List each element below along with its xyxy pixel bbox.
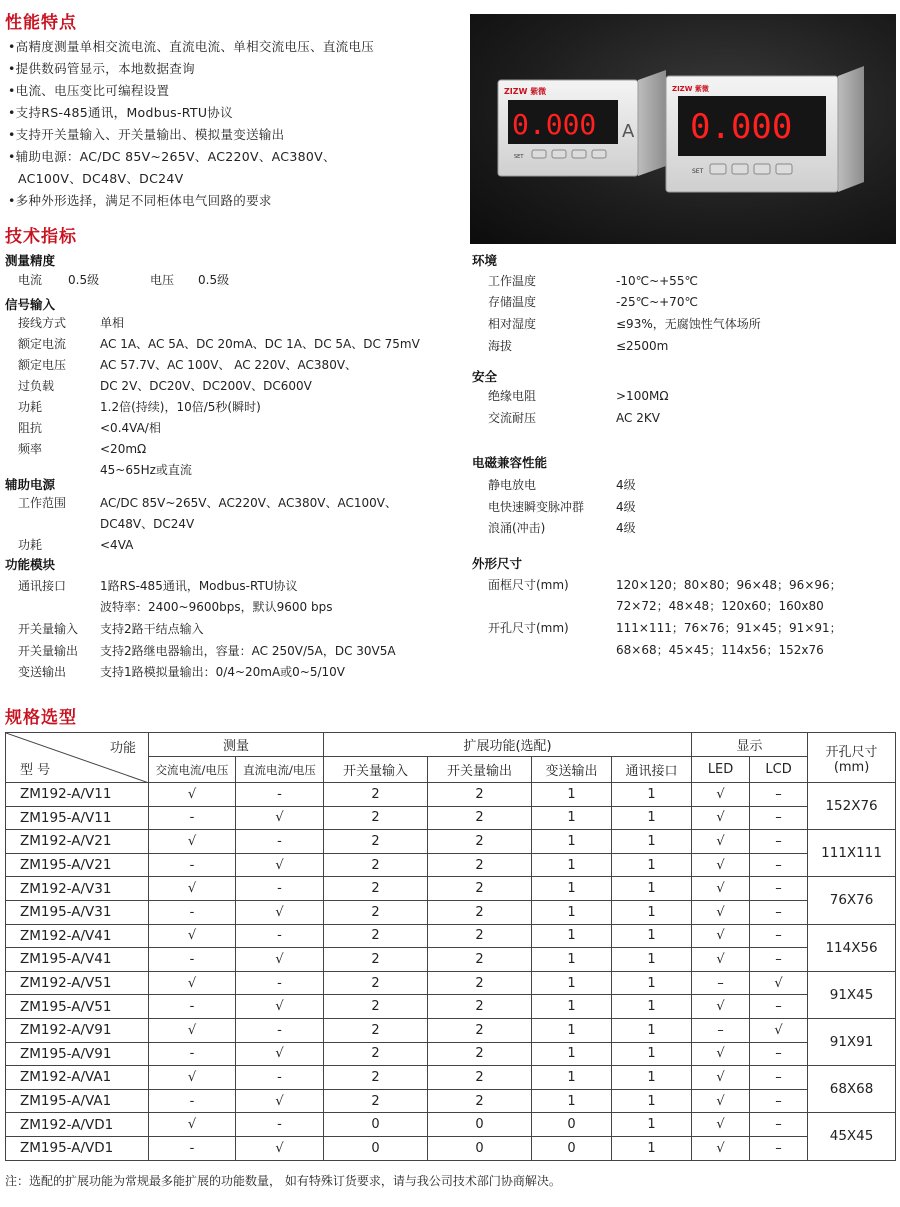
- di-cell: 2: [324, 830, 428, 854]
- table-row: [6, 830, 896, 854]
- ao-cell: 1: [532, 900, 612, 924]
- ac-cell: √: [149, 877, 236, 901]
- feature-item: AC100V、DC48V、DC24V: [18, 171, 184, 186]
- spec-value: 45~65Hz或直流: [100, 463, 192, 477]
- spec-key: 过负载: [18, 379, 55, 393]
- led-cell: –: [692, 1018, 750, 1042]
- comm-cell: 1: [612, 995, 692, 1019]
- display-digits-left: 0.000: [512, 108, 597, 141]
- dc-cell: √: [236, 1136, 324, 1160]
- spec-key: 绝缘电阻: [488, 389, 537, 403]
- spec-value: AC 57.7V、AC 100V、 AC 220V、AC380V、: [100, 358, 358, 372]
- di-cell: 2: [324, 1042, 428, 1066]
- ac-cell: -: [149, 995, 236, 1019]
- selection-table-body: [6, 783, 896, 1161]
- cutout-cell: 76X76: [808, 877, 896, 924]
- spec-key: 浪涌(冲击): [488, 521, 546, 535]
- section-aux-power: 辅助电源: [5, 477, 56, 492]
- ac-cell: √: [149, 783, 236, 807]
- spec-key: 频率: [18, 442, 43, 456]
- model-cell: ZM195-A/V41: [6, 948, 149, 972]
- dc-cell: -: [236, 1018, 324, 1042]
- led-cell: –: [692, 971, 750, 995]
- spec-value: 4级: [616, 500, 636, 514]
- model-cell: ZM192-A/VD1: [6, 1113, 149, 1137]
- table-row: [6, 924, 896, 948]
- spec-key: 通讯接口: [18, 579, 67, 593]
- lcd-cell: –: [750, 806, 808, 830]
- model-cell: ZM192-A/V31: [6, 877, 149, 901]
- spec-value: 4级: [616, 478, 636, 492]
- cutout-cell: 111X111: [808, 830, 896, 877]
- comm-cell: 1: [612, 1136, 692, 1160]
- spec-key: 相对湿度: [488, 317, 537, 331]
- comm-cell: 1: [612, 900, 692, 924]
- dc-cell: √: [236, 995, 324, 1019]
- do-cell: 2: [428, 1042, 532, 1066]
- lcd-cell: √: [750, 971, 808, 995]
- led-cell: √: [692, 995, 750, 1019]
- header-display: 显示: [692, 733, 808, 757]
- table-row: [6, 1066, 896, 1090]
- model-cell: ZM195-A/V31: [6, 900, 149, 924]
- model-cell: ZM195-A/V51: [6, 995, 149, 1019]
- led-cell: √: [692, 877, 750, 901]
- spec-value: 4级: [616, 521, 636, 535]
- ac-cell: √: [149, 1113, 236, 1137]
- spec-key: 面框尺寸(mm): [488, 578, 569, 592]
- dc-cell: -: [236, 1066, 324, 1090]
- ao-cell: 1: [532, 877, 612, 901]
- spec-value: ≤2500m: [616, 339, 669, 353]
- features-title: 性能特点: [5, 13, 77, 33]
- model-cell: ZM192-A/V11: [6, 783, 149, 807]
- dc-cell: √: [236, 948, 324, 972]
- do-cell: 2: [428, 830, 532, 854]
- spec-value: 1.2倍(持续)，10倍/5秒(瞬时): [100, 400, 261, 414]
- ao-cell: 1: [532, 924, 612, 948]
- ao-cell: 1: [532, 830, 612, 854]
- comm-cell: 1: [612, 971, 692, 995]
- section-environment: 环境: [472, 253, 498, 268]
- di-cell: 0: [324, 1113, 428, 1137]
- led-cell: √: [692, 806, 750, 830]
- di-cell: 2: [324, 877, 428, 901]
- di-cell: 0: [324, 1136, 428, 1160]
- accuracy-voltage-value: 0.5级: [198, 273, 230, 287]
- led-cell: √: [692, 900, 750, 924]
- spec-key: 额定电流: [18, 337, 67, 351]
- lcd-cell: –: [750, 900, 808, 924]
- lcd-cell: –: [750, 948, 808, 972]
- spec-value: 72×72；48×48；120x60；160x80: [616, 599, 824, 613]
- header-function: 功能: [109, 741, 136, 756]
- subheader-lcd: LCD: [750, 757, 808, 783]
- spec-value: DC48V、DC24V: [100, 517, 195, 531]
- dc-cell: √: [236, 1089, 324, 1113]
- feature-item: •支持开关量输入、开关量输出、模拟量变送输出: [8, 127, 285, 142]
- ao-cell: 1: [532, 806, 612, 830]
- section-function: 功能模块: [5, 557, 56, 572]
- spec-key: 功耗: [18, 400, 43, 414]
- cutout-cell: 68X68: [808, 1066, 896, 1113]
- spec-value: 波特率：2400~9600bps，默认9600 bps: [100, 600, 333, 614]
- spec-value: 单相: [100, 316, 125, 330]
- subheader-di: 开关量输入: [324, 757, 428, 783]
- led-cell: √: [692, 1042, 750, 1066]
- accuracy-current-value: 0.5级: [68, 273, 100, 287]
- spec-value: >100MΩ: [616, 389, 669, 403]
- table-row: [6, 1136, 896, 1160]
- model-cell: ZM192-A/VA1: [6, 1066, 149, 1090]
- dc-cell: -: [236, 877, 324, 901]
- set-key-label: SET: [692, 168, 704, 175]
- feature-list: [8, 36, 468, 212]
- dc-cell: √: [236, 900, 324, 924]
- set-key-label: SET: [514, 154, 524, 160]
- do-cell: 2: [428, 783, 532, 807]
- di-cell: 2: [324, 948, 428, 972]
- section-accuracy: 测量精度: [5, 253, 56, 268]
- spec-key: 开关量输入: [18, 622, 79, 636]
- model-cell: ZM195-A/V91: [6, 1042, 149, 1066]
- led-cell: √: [692, 783, 750, 807]
- feature-item: •高精度测量单相交流电流、直流电流、单相交流电压、直流电压: [8, 39, 375, 54]
- feature-item: •辅助电源：AC/DC 85V~265V、AC220V、AC380V、: [8, 149, 336, 164]
- feature-item: •电流、电压变比可编程设置: [8, 83, 170, 98]
- ao-cell: 1: [532, 948, 612, 972]
- do-cell: 2: [428, 995, 532, 1019]
- spec-key: 静电放电: [488, 478, 537, 492]
- section-input: 信号输入: [5, 297, 56, 312]
- lcd-cell: –: [750, 783, 808, 807]
- subheader-ac: 交流电流/电压: [149, 757, 236, 783]
- header-cutout-label: 开孔尺寸: [825, 744, 878, 760]
- ac-cell: -: [149, 1089, 236, 1113]
- model-cell: ZM192-A/V21: [6, 830, 149, 854]
- meter-illustration: [470, 14, 896, 244]
- dc-cell: √: [236, 806, 324, 830]
- lcd-cell: –: [750, 877, 808, 901]
- subheader-comm: 通讯接口: [612, 757, 692, 783]
- di-cell: 2: [324, 783, 428, 807]
- led-cell: √: [692, 948, 750, 972]
- spec-key: 接线方式: [18, 316, 67, 330]
- led-cell: √: [692, 830, 750, 854]
- lcd-cell: –: [750, 1089, 808, 1113]
- ac-cell: √: [149, 830, 236, 854]
- subheader-led: LED: [692, 757, 750, 783]
- ac-cell: -: [149, 806, 236, 830]
- ao-cell: 0: [532, 1136, 612, 1160]
- spec-key: 阻抗: [18, 421, 43, 435]
- spec-key: 变送输出: [18, 665, 67, 679]
- do-cell: 2: [428, 806, 532, 830]
- section-emc: 电磁兼容性能: [472, 455, 548, 470]
- header-cutout-unit: (mm): [833, 759, 870, 775]
- table-row: [6, 1042, 896, 1066]
- cutout-cell: 152X76: [808, 783, 896, 830]
- header-extension: 扩展功能(选配): [324, 733, 692, 757]
- table-row: [6, 853, 896, 877]
- comm-cell: 1: [612, 830, 692, 854]
- header-corner: [6, 733, 149, 783]
- cutout-cell: 91X91: [808, 1018, 896, 1065]
- spec-value: 支持2路干结点输入: [100, 622, 204, 636]
- brand-logo-right: ZIZW 紫微: [672, 85, 709, 93]
- header-model: 型 号: [20, 763, 51, 778]
- dc-cell: -: [236, 1113, 324, 1137]
- spec-key: 工作温度: [488, 274, 537, 288]
- ac-cell: √: [149, 924, 236, 948]
- di-cell: 2: [324, 853, 428, 877]
- lcd-cell: –: [750, 1113, 808, 1137]
- specs-title: 技术指标: [5, 227, 77, 247]
- spec-value: DC 2V、DC20V、DC200V、DC600V: [100, 379, 312, 393]
- led-cell: √: [692, 924, 750, 948]
- lcd-cell: –: [750, 1042, 808, 1066]
- spec-value: <4VA: [100, 538, 134, 552]
- ac-cell: √: [149, 971, 236, 995]
- led-cell: √: [692, 1113, 750, 1137]
- accuracy-voltage-label: 电压: [150, 273, 175, 287]
- lcd-cell: –: [750, 830, 808, 854]
- spec-value: 120×120；80×80；96×48；96×96；: [616, 578, 842, 592]
- model-cell: ZM195-A/V11: [6, 806, 149, 830]
- lcd-cell: –: [750, 1066, 808, 1090]
- spec-value: AC/DC 85V~265V、AC220V、AC380V、AC100V、: [100, 496, 397, 510]
- di-cell: 2: [324, 900, 428, 924]
- lcd-cell: √: [750, 1018, 808, 1042]
- table-row: [6, 1018, 896, 1042]
- comm-cell: 1: [612, 1113, 692, 1137]
- model-cell: ZM195-A/VA1: [6, 1089, 149, 1113]
- led-cell: √: [692, 853, 750, 877]
- feature-item: •提供数码管显示，本地数据查询: [8, 61, 195, 76]
- do-cell: 0: [428, 1136, 532, 1160]
- cutout-cell: 91X45: [808, 971, 896, 1018]
- ao-cell: 1: [532, 1066, 612, 1090]
- dc-cell: -: [236, 971, 324, 995]
- ac-cell: -: [149, 1042, 236, 1066]
- ao-cell: 0: [532, 1113, 612, 1137]
- do-cell: 0: [428, 1113, 532, 1137]
- spec-key: 存储温度: [488, 295, 537, 309]
- spec-value: 1路RS-485通讯，Modbus-RTU协议: [100, 579, 298, 593]
- comm-cell: 1: [612, 853, 692, 877]
- ao-cell: 1: [532, 1042, 612, 1066]
- header-measure: 测量: [149, 733, 324, 757]
- spec-value: -10℃~+55℃: [616, 274, 698, 288]
- table-row: [6, 971, 896, 995]
- spec-value: <20mΩ: [100, 442, 147, 456]
- comm-cell: 1: [612, 948, 692, 972]
- comm-cell: 1: [612, 1066, 692, 1090]
- dc-cell: -: [236, 924, 324, 948]
- spec-value: 支持1路模拟量输出：0/4~20mA或0~5/10V: [100, 665, 346, 679]
- feature-item: •支持RS-485通讯，Modbus-RTU协议: [8, 105, 233, 120]
- do-cell: 2: [428, 924, 532, 948]
- spec-key: 工作范围: [18, 496, 67, 510]
- lcd-cell: –: [750, 995, 808, 1019]
- spec-key: 开孔尺寸(mm): [488, 621, 569, 635]
- dc-cell: -: [236, 830, 324, 854]
- selection-table: [5, 732, 896, 1161]
- ao-cell: 1: [532, 853, 612, 877]
- cutout-cell: 114X56: [808, 924, 896, 971]
- subheader-do: 开关量输出: [428, 757, 532, 783]
- di-cell: 2: [324, 806, 428, 830]
- feature-item: •多种外形选择，满足不同柜体电气回路的要求: [8, 193, 272, 208]
- model-cell: ZM192-A/V51: [6, 971, 149, 995]
- spec-value: <0.4VA/相: [100, 421, 161, 435]
- table-row: [6, 1089, 896, 1113]
- model-cell: ZM195-A/VD1: [6, 1136, 149, 1160]
- led-cell: √: [692, 1136, 750, 1160]
- di-cell: 2: [324, 1066, 428, 1090]
- do-cell: 2: [428, 900, 532, 924]
- ao-cell: 1: [532, 971, 612, 995]
- comm-cell: 1: [612, 924, 692, 948]
- spec-value: AC 2KV: [616, 411, 660, 425]
- unit-label: A: [622, 121, 635, 142]
- table-row: [6, 995, 896, 1019]
- spec-value: 68×68；45×45；114x56；152x76: [616, 643, 824, 657]
- spec-key: 功耗: [18, 538, 43, 552]
- selection-title: 规格选型: [5, 708, 77, 728]
- ao-cell: 1: [532, 1018, 612, 1042]
- comm-cell: 1: [612, 806, 692, 830]
- lcd-cell: –: [750, 924, 808, 948]
- subheader-dc: 直流电流/电压: [236, 757, 324, 783]
- comm-cell: 1: [612, 1089, 692, 1113]
- spec-key: 海拔: [488, 339, 513, 353]
- dc-cell: √: [236, 1042, 324, 1066]
- cutout-cell: 45X45: [808, 1113, 896, 1160]
- spec-key: 交流耐压: [488, 411, 537, 425]
- header-cutout: [808, 733, 896, 783]
- section-safety: 安全: [472, 369, 498, 384]
- spec-key: 电快速瞬变脉冲群: [488, 500, 585, 514]
- do-cell: 2: [428, 877, 532, 901]
- ao-cell: 1: [532, 783, 612, 807]
- footnote: 注：选配的扩展功能为常规最多能扩展的功能数量， 如有特殊订货要求，请与我公司技术部门协商解决。: [5, 1174, 561, 1188]
- table-row: [6, 806, 896, 830]
- dc-cell: -: [236, 783, 324, 807]
- do-cell: 2: [428, 971, 532, 995]
- ac-cell: -: [149, 948, 236, 972]
- spec-key: 开关量输出: [18, 644, 79, 658]
- display-digits-right: 0.000: [690, 107, 793, 147]
- ac-cell: -: [149, 1136, 236, 1160]
- ac-cell: √: [149, 1066, 236, 1090]
- spec-value: -25℃~+70℃: [616, 295, 698, 309]
- di-cell: 2: [324, 1089, 428, 1113]
- table-row: [6, 1113, 896, 1137]
- do-cell: 2: [428, 1066, 532, 1090]
- spec-key: 额定电压: [18, 358, 67, 372]
- model-cell: ZM192-A/V41: [6, 924, 149, 948]
- led-cell: √: [692, 1066, 750, 1090]
- di-cell: 2: [324, 924, 428, 948]
- ac-cell: -: [149, 900, 236, 924]
- lcd-cell: –: [750, 1136, 808, 1160]
- di-cell: 2: [324, 995, 428, 1019]
- do-cell: 2: [428, 1018, 532, 1042]
- comm-cell: 1: [612, 1042, 692, 1066]
- comm-cell: 1: [612, 1018, 692, 1042]
- comm-cell: 1: [612, 783, 692, 807]
- section-dimensions: 外形尺寸: [472, 556, 523, 571]
- lcd-cell: –: [750, 853, 808, 877]
- di-cell: 2: [324, 971, 428, 995]
- spec-value: 支持2路继电器输出，容量：AC 250V/5A，DC 30V5A: [100, 644, 396, 658]
- ac-cell: -: [149, 853, 236, 877]
- do-cell: 2: [428, 853, 532, 877]
- dc-cell: √: [236, 853, 324, 877]
- spec-value: 111×111；76×76；91×45；91×91；: [616, 621, 842, 635]
- spec-value: ≤93%，无腐蚀性气体场所: [616, 317, 761, 331]
- subheader-ao: 变送输出: [532, 757, 612, 783]
- comm-cell: 1: [612, 877, 692, 901]
- model-cell: ZM192-A/V91: [6, 1018, 149, 1042]
- di-cell: 2: [324, 1018, 428, 1042]
- do-cell: 2: [428, 948, 532, 972]
- model-cell: ZM195-A/V21: [6, 853, 149, 877]
- ac-cell: √: [149, 1018, 236, 1042]
- ao-cell: 1: [532, 995, 612, 1019]
- accuracy-current-label: 电流: [18, 273, 43, 287]
- do-cell: 2: [428, 1089, 532, 1113]
- brand-logo-left: ZIZW 紫微: [504, 87, 547, 96]
- product-photo: [470, 14, 896, 244]
- selection-table-wrap: [5, 732, 895, 1161]
- table-row: [6, 783, 896, 807]
- spec-value: AC 1A、AC 5A、DC 20mA、DC 1A、DC 5A、DC 75mV: [100, 337, 420, 351]
- table-row: [6, 877, 896, 901]
- ao-cell: 1: [532, 1089, 612, 1113]
- table-row: [6, 900, 896, 924]
- led-cell: √: [692, 1089, 750, 1113]
- table-row: [6, 948, 896, 972]
